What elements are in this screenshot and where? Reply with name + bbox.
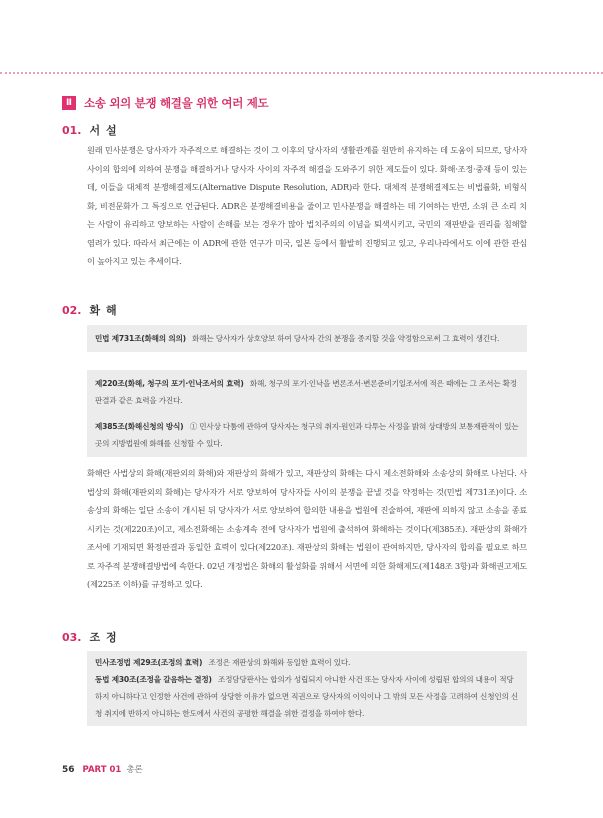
settlement-paragraph xyxy=(87,464,527,594)
subsection-heading-settlement xyxy=(62,302,118,318)
page-footer xyxy=(62,763,143,775)
law-text: 조정담당판사는 합의가 성립되지 아니한 사건 또는 당사자 사이에 성립된 합의의 내용이 적당하지 아니하다고 인정한 사건에 관하여 상당한 이유가 없으면 직권으로 당사자의 이익이나 그 밖의 모든 사정을 고려하여 신청인의 신청 취지에 반하지 아니하는 한도에서 사건의 공평한 해결을 위한 결정을 하여야 한다. xyxy=(95,675,518,718)
law-title: 민사조정법 제29조(조정의 효력) xyxy=(95,658,203,667)
section-title: 소송 외의 분쟁 해결을 위한 여러 제도 xyxy=(84,96,269,110)
subsection-title: 화 해 xyxy=(89,304,118,317)
law-title: 동법 제30조(조정을 갈음하는 결정) xyxy=(95,675,212,684)
law-text: 화해, 청구의 포기·인낙을 변론조서·변론준비기일조서에 적은 때에는 그 조서는 확정판결과 같은 효력을 가진다. xyxy=(95,379,517,405)
law-title: 민법 제731조(화해의 의의) xyxy=(95,334,186,343)
law-box xyxy=(87,413,527,457)
law-text: ① 민사상 다툼에 관하여 당사자는 청구의 취지·원인과 다투는 사정을 밝혀 상대방의 보통재판적이 있는 곳의 지방법원에 화해를 신청할 수 있다. xyxy=(95,422,519,448)
subsection-heading-mediation xyxy=(62,629,118,645)
paragraph-text: 원래 민사분쟁은 당사자가 자주적으로 해결하는 것이 그 이후의 당사자의 생활관계를 원만히 유지하는 데 도움이 되므로, 당사자 사이의 합의에 의하여 분쟁을 해결하거나 당사자 사이의 자주적 해결을 도와주기 위한 제도들이 있다. 화해·조정·중재 등이 있는데, 이들을 대체적 분쟁해결제도(Alternative Dispute Resolution, ADR)라 한다. 대체적 분쟁해결제도는 비법률화, 비형식화, 비전문화가 그 특징으로 언급된다. ADR은 분쟁해결비용을 줄이고 민사분쟁을 해결하는 데 기여하는 반면, 소위 큰 소리 치는 사람이 유리하고 양보하는 사람이 손해를 보는 경우가 많아 법치주의의 이념을 퇴색시키고, 국민의 재판받을 권리를 침해할 염려가 있다. 따라서 최근에는 이 ADR에 관한 연구가 미국, 일본 등에서 활발히 진행되고 있고, 우리나라에서도 이에 관한 관심이 높아지고 있는 추세이다. xyxy=(87,145,527,266)
law-box xyxy=(87,651,527,726)
law-box xyxy=(87,370,527,414)
law-entry xyxy=(95,671,519,722)
paragraph-text: 화해란 사법상의 화해(재판외의 화해)와 재판상의 화해가 있고, 재판상의 화해는 다시 제소전화해와 소송상의 화해로 나뉜다. 사법상의 화해(재판외의 화해)는 당사자가 서로 양보하여 당사자들 사이의 분쟁을 끝낼 것을 약정하는 것(민법 제731조)이다. 소송상의 화해는 일단 소송이 개시된 뒤 당사자가 서로 양보하여 합의한 내용을 법원에 진술하여, 재판에 의하지 않고 소송을 종료시키는 것(제220조)이고, 제소전화해는 소송계속 전에 당사자가 법원에 출석하여 화해하는 것이다(제385조). 재판상의 화해가 조서에 기재되면 확정판결과 동일한 효력이 있다(제220조). 재판상의 화해는 법원이 관여하지만, 당사자의 합의를 필요로 하므로 자주적 분쟁해결방법에 속한다. 02년 개정법은 화해의 활성화를 위해서 서면에 의한 화해제도(제148조 3항)과 화해권고제도(제225조 이하)를 규정하고 있다. xyxy=(87,468,527,589)
part-name: 총론 xyxy=(126,765,143,775)
subsection-title: 조 정 xyxy=(89,631,118,644)
subsection-heading-intro xyxy=(62,122,118,138)
subsection-number: 03. xyxy=(62,631,82,644)
law-title: 제220조(화해, 청구의 포기·인낙조서의 효력) xyxy=(95,379,244,388)
law-text: 조정은 재판상의 화해와 동일한 효력이 있다. xyxy=(208,658,351,667)
law-box xyxy=(87,325,527,352)
subsection-title: 서 설 xyxy=(89,124,118,137)
intro-paragraph xyxy=(87,141,527,271)
top-dotted-divider xyxy=(0,72,603,74)
page-number: 56 xyxy=(62,765,75,775)
law-text: 화해는 당사자가 상호양보 하여 당사자 간의 분쟁을 종지할 것을 약정함으로써 그 효력이 생긴다. xyxy=(192,334,500,343)
law-title: 제385조(화해신청의 방식) xyxy=(95,422,184,431)
law-entry xyxy=(95,654,519,671)
section-header xyxy=(62,95,268,111)
subsection-number: 01. xyxy=(62,124,82,137)
part-label: PART 01 xyxy=(82,765,122,775)
subsection-number: 02. xyxy=(62,304,82,317)
section-number-badge: Ⅱ xyxy=(62,96,76,110)
